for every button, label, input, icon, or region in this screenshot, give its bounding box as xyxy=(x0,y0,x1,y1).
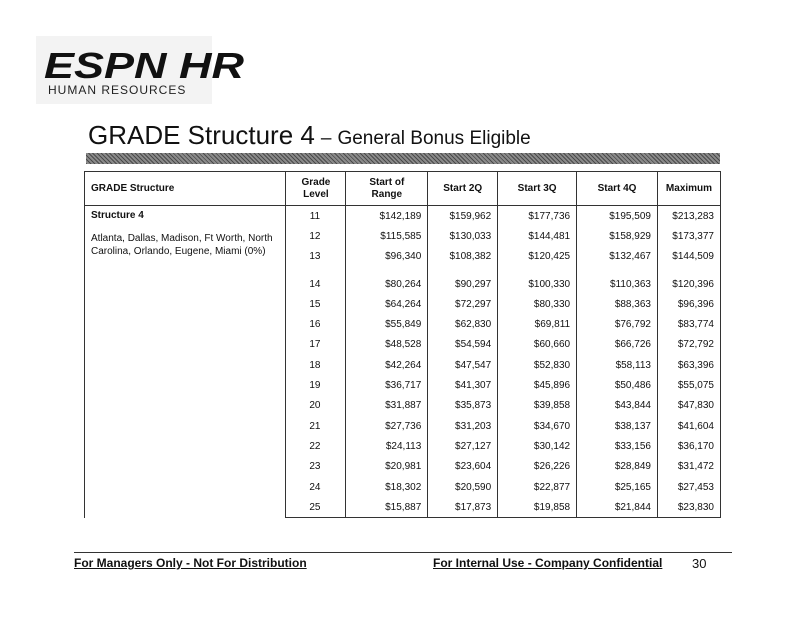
start-of-range-cell: $36,717 xyxy=(346,375,428,395)
start-4q-cell: $132,467 xyxy=(577,247,658,267)
start-3q-cell: $30,142 xyxy=(498,436,577,456)
start-of-range-cell: $142,189 xyxy=(346,206,428,227)
maximum-cell: $173,377 xyxy=(657,226,720,246)
espn-hr-logo: ESPN HR xyxy=(44,45,245,86)
start-4q-cell: $28,849 xyxy=(577,457,658,477)
start-3q-cell: $100,330 xyxy=(498,267,577,294)
title-subtitle: General Bonus Eligible xyxy=(337,128,531,149)
start-of-range-cell: $15,887 xyxy=(346,497,428,518)
start-4q-cell: $88,363 xyxy=(577,294,658,314)
grade-level-cell: 20 xyxy=(286,396,346,416)
header-grade-structure: GRADE Structure xyxy=(85,172,286,206)
maximum-cell: $72,792 xyxy=(657,335,720,355)
start-2q-cell: $159,962 xyxy=(428,206,498,227)
start-3q-cell: $39,858 xyxy=(498,396,577,416)
grade-level-cell: 15 xyxy=(286,294,346,314)
start-2q-cell: $23,604 xyxy=(428,457,498,477)
start-3q-cell: $34,670 xyxy=(498,416,577,436)
start-2q-cell: $41,307 xyxy=(428,375,498,395)
maximum-cell: $27,453 xyxy=(657,477,720,497)
maximum-cell: $23,830 xyxy=(657,497,720,518)
maximum-cell: $63,396 xyxy=(657,355,720,375)
start-3q-cell: $45,896 xyxy=(498,375,577,395)
maximum-cell: $41,604 xyxy=(657,416,720,436)
table-row xyxy=(85,206,721,227)
start-3q-cell: $26,226 xyxy=(498,457,577,477)
maximum-cell: $31,472 xyxy=(657,457,720,477)
start-4q-cell: $33,156 xyxy=(577,436,658,456)
grade-level-cell: 21 xyxy=(286,416,346,436)
start-of-range-cell: $18,302 xyxy=(346,477,428,497)
start-3q-cell: $120,425 xyxy=(498,247,577,267)
maximum-cell: $96,396 xyxy=(657,294,720,314)
maximum-cell: $120,396 xyxy=(657,267,720,294)
footer-confidential-notice: For Internal Use - Company Confidential xyxy=(433,556,663,570)
grade-level-cell: 14 xyxy=(286,267,346,294)
start-3q-cell: $80,330 xyxy=(498,294,577,314)
start-of-range-cell: $96,340 xyxy=(346,247,428,267)
start-4q-cell: $21,844 xyxy=(577,497,658,518)
start-4q-cell: $76,792 xyxy=(577,314,658,334)
table-header-row xyxy=(85,172,721,206)
grade-level-cell: 12 xyxy=(286,226,346,246)
start-of-range-cell: $80,264 xyxy=(346,267,428,294)
start-of-range-cell: $20,981 xyxy=(346,457,428,477)
start-3q-cell: $19,858 xyxy=(498,497,577,518)
grade-level-cell: 25 xyxy=(286,497,346,518)
start-of-range-cell: $55,849 xyxy=(346,314,428,334)
start-2q-cell: $20,590 xyxy=(428,477,498,497)
title-divider-bar xyxy=(86,153,720,164)
page-number: 30 xyxy=(692,556,707,571)
start-3q-cell: $60,660 xyxy=(498,335,577,355)
start-3q-cell: $177,736 xyxy=(498,206,577,227)
grade-level-cell: 18 xyxy=(286,355,346,375)
grade-structure-table xyxy=(84,171,721,518)
start-2q-cell: $27,127 xyxy=(428,436,498,456)
start-of-range-cell: $27,736 xyxy=(346,416,428,436)
start-of-range-cell: $42,264 xyxy=(346,355,428,375)
structure-cell xyxy=(85,206,286,518)
maximum-cell: $36,170 xyxy=(657,436,720,456)
start-4q-cell: $38,137 xyxy=(577,416,658,436)
grade-level-cell: 13 xyxy=(286,247,346,267)
start-3q-cell: $52,830 xyxy=(498,355,577,375)
header-start-of-range: Start of Range xyxy=(346,172,428,206)
start-of-range-cell: $48,528 xyxy=(346,335,428,355)
start-3q-cell: $69,811 xyxy=(498,314,577,334)
start-4q-cell: $110,363 xyxy=(577,267,658,294)
header-start-3q: Start 3Q xyxy=(498,172,577,206)
grade-level-cell: 19 xyxy=(286,375,346,395)
grade-level-cell: 11 xyxy=(286,206,346,227)
start-2q-cell: $35,873 xyxy=(428,396,498,416)
maximum-cell: $55,075 xyxy=(657,375,720,395)
maximum-cell: $213,283 xyxy=(657,206,720,227)
start-4q-cell: $43,844 xyxy=(577,396,658,416)
start-4q-cell: $66,726 xyxy=(577,335,658,355)
footer-managers-notice: For Managers Only - Not For Distribution xyxy=(74,556,307,570)
footer-divider xyxy=(74,552,732,553)
grade-level-cell: 22 xyxy=(286,436,346,456)
title-main: GRADE Structure 4 xyxy=(88,120,315,150)
header-start-4q: Start 4Q xyxy=(577,172,658,206)
start-2q-cell: $54,594 xyxy=(428,335,498,355)
start-2q-cell: $90,297 xyxy=(428,267,498,294)
header-maximum: Maximum xyxy=(657,172,720,206)
maximum-cell: $144,509 xyxy=(657,247,720,267)
start-3q-cell: $144,481 xyxy=(498,226,577,246)
start-2q-cell: $17,873 xyxy=(428,497,498,518)
start-2q-cell: $62,830 xyxy=(428,314,498,334)
start-of-range-cell: $31,887 xyxy=(346,396,428,416)
grade-level-cell: 17 xyxy=(286,335,346,355)
start-of-range-cell: $115,585 xyxy=(346,226,428,246)
maximum-cell: $47,830 xyxy=(657,396,720,416)
start-4q-cell: $58,113 xyxy=(577,355,658,375)
logo-subtitle: HUMAN RESOURCES xyxy=(48,83,187,97)
structure-name: Structure 4 xyxy=(91,210,144,221)
header-start-2q: Start 2Q xyxy=(428,172,498,206)
start-2q-cell: $72,297 xyxy=(428,294,498,314)
start-4q-cell: $158,929 xyxy=(577,226,658,246)
start-2q-cell: $47,547 xyxy=(428,355,498,375)
grade-level-cell: 16 xyxy=(286,314,346,334)
maximum-cell: $83,774 xyxy=(657,314,720,334)
grade-level-cell: 24 xyxy=(286,477,346,497)
start-4q-cell: $25,165 xyxy=(577,477,658,497)
start-2q-cell: $108,382 xyxy=(428,247,498,267)
page-title xyxy=(88,120,531,151)
start-of-range-cell: $24,113 xyxy=(346,436,428,456)
title-dash: – xyxy=(320,128,332,149)
start-2q-cell: $130,033 xyxy=(428,226,498,246)
start-3q-cell: $22,877 xyxy=(498,477,577,497)
grade-level-cell: 23 xyxy=(286,457,346,477)
start-2q-cell: $31,203 xyxy=(428,416,498,436)
start-4q-cell: $195,509 xyxy=(577,206,658,227)
start-4q-cell: $50,486 xyxy=(577,375,658,395)
header-grade-level: Grade Level xyxy=(286,172,346,206)
structure-locations: Atlanta, Dallas, Madison, Ft Worth, North Carolina, Orlando, Eugene, Miami (0%) xyxy=(91,233,273,257)
start-of-range-cell: $64,264 xyxy=(346,294,428,314)
